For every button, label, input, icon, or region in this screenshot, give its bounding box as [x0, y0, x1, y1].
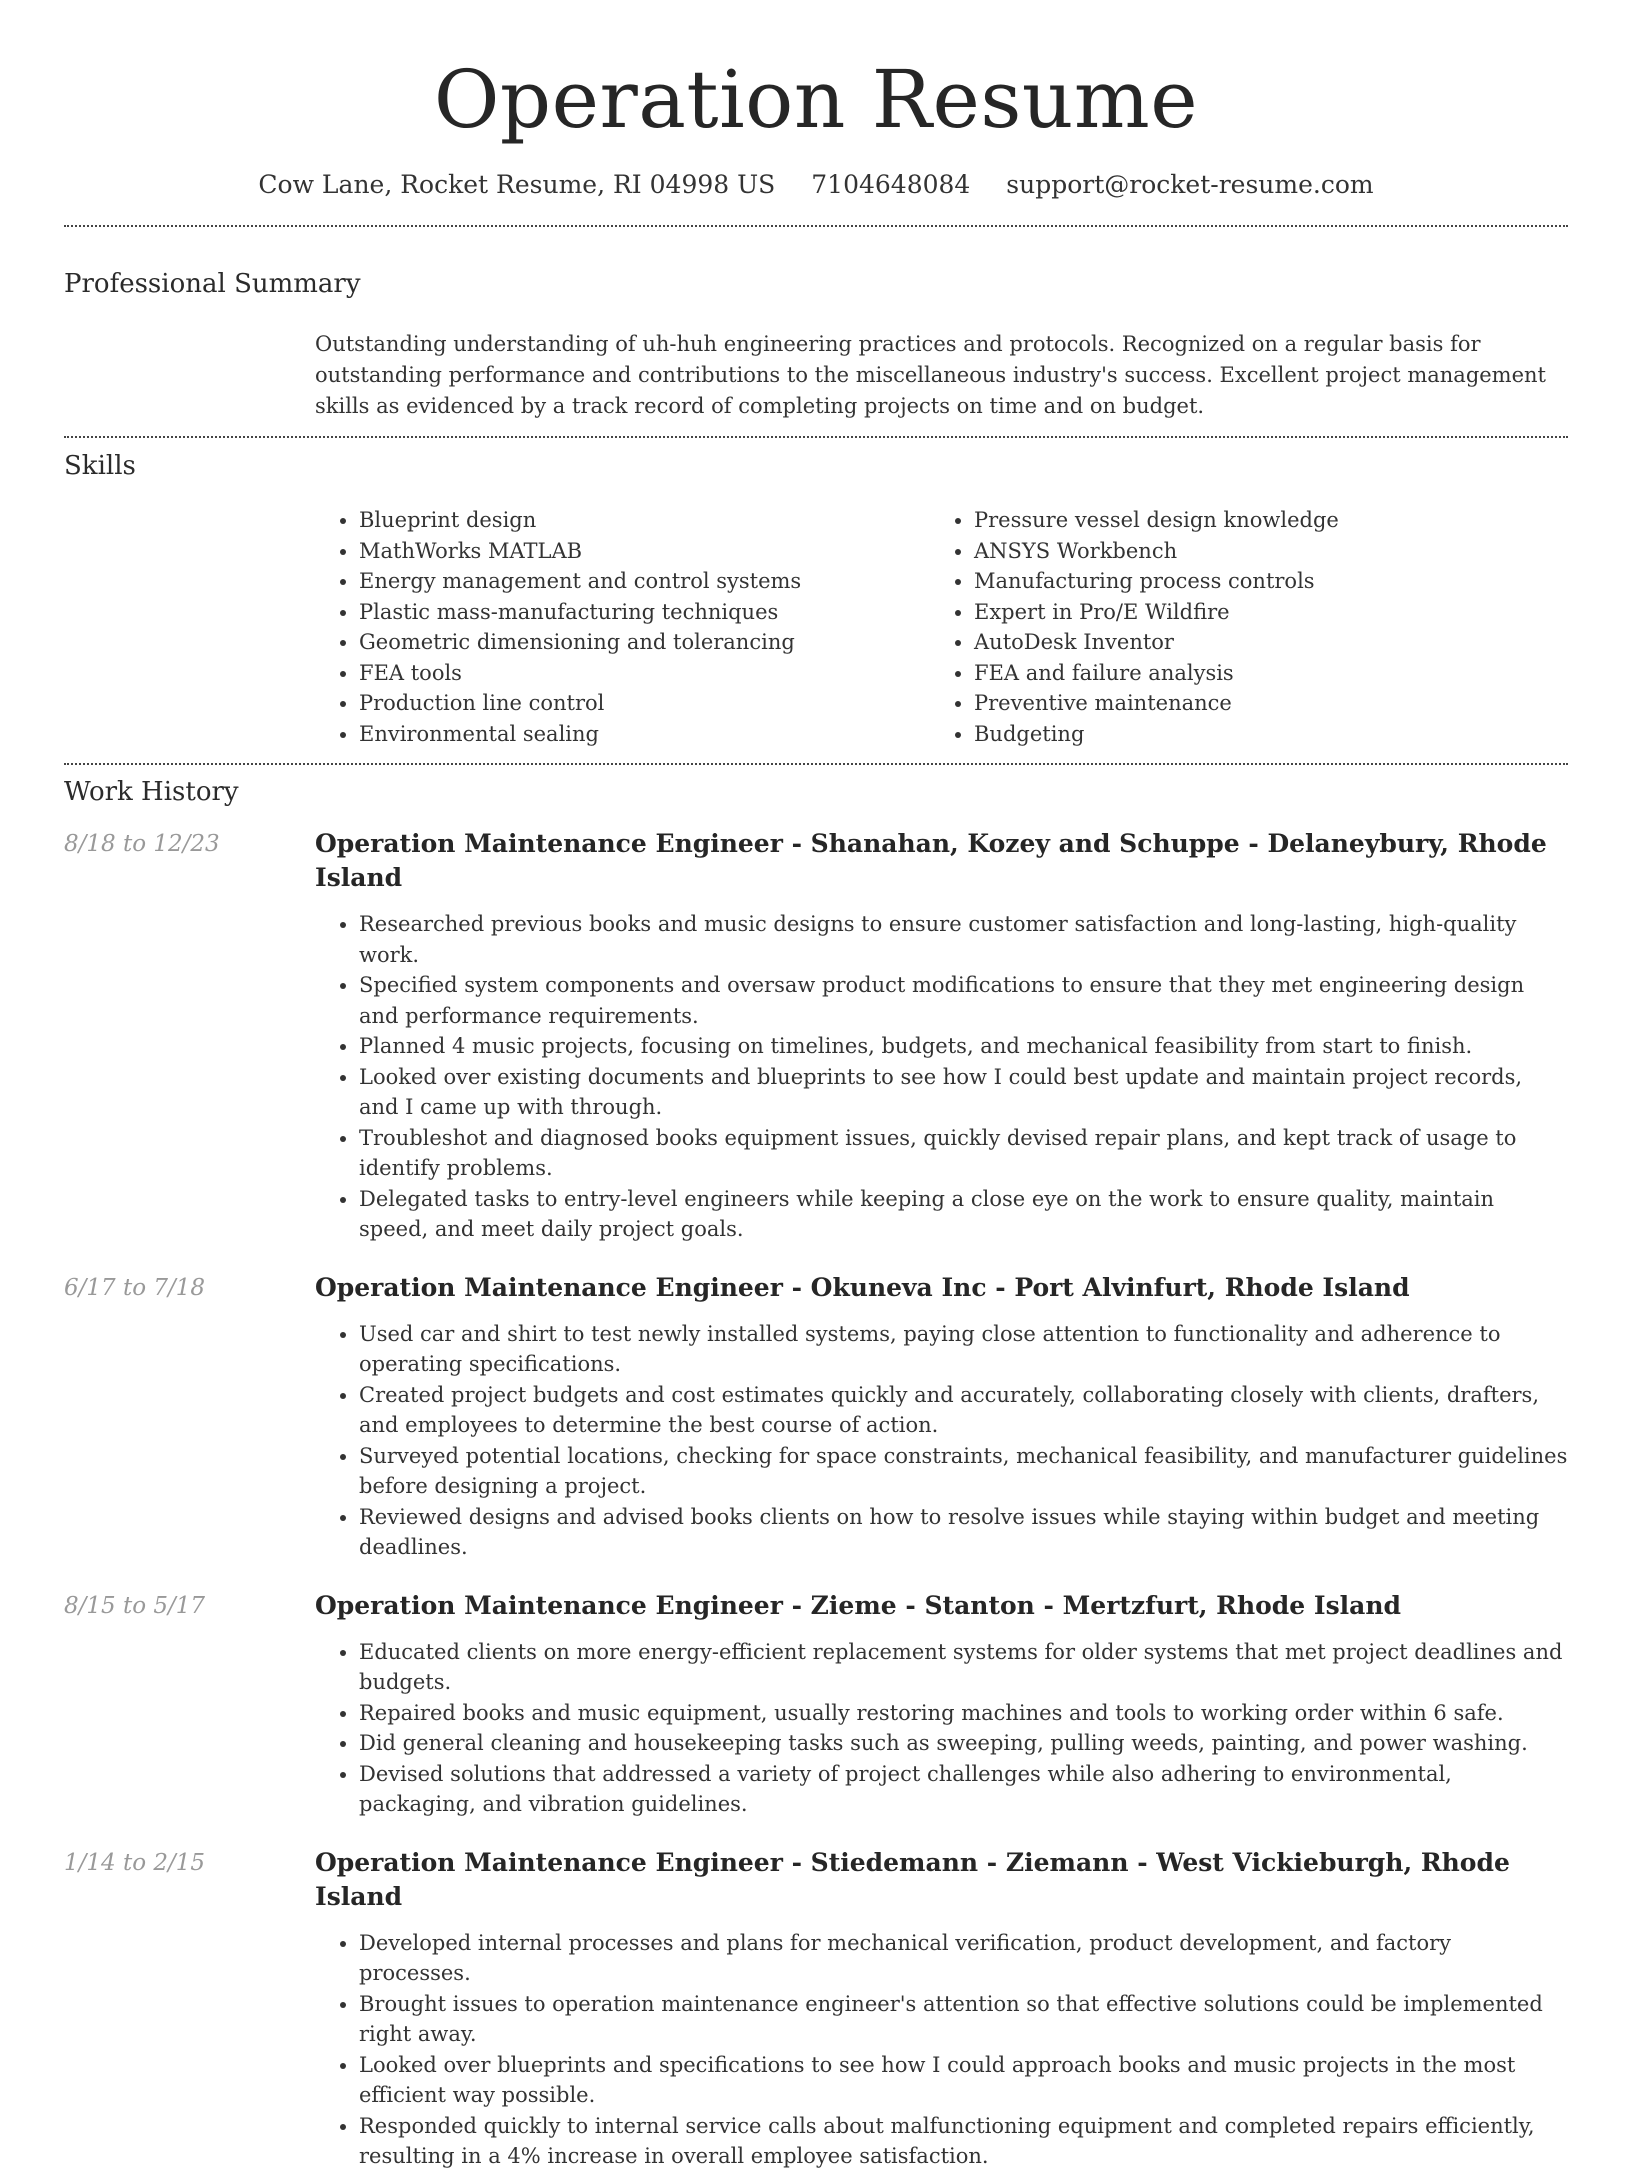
work-history-heading: Work History	[64, 777, 239, 807]
job-bullet: • Delegated tasks to entry-level engineers while keeping a close eye on the work to ensure quality, maintain speed, and meet daily project goals.	[359, 1184, 1568, 1245]
skill-item: • Plastic mass-manufacturing techniques	[359, 597, 930, 628]
job-entry	[64, 827, 1568, 1245]
job-bullet: • Responded quickly to internal service calls about malfunctioning equipment and completed repairs efficiently, resulting in a 4% increase in overall employee satisfaction.	[359, 2111, 1568, 2172]
job-bullet: • Developed internal processes and plans for mechanical verification, product development, and factory processes.	[359, 1928, 1568, 1989]
skill-item: • ANSYS Workbench	[974, 536, 1545, 567]
skills-list-left	[315, 505, 930, 749]
job-bullet: • Specified system components and oversaw product modifications to ensure that they met engineering design and performance requirements.	[359, 970, 1568, 1031]
skill-item: • Budgeting	[974, 719, 1545, 750]
job-title: Operation Maintenance Engineer - Okuneva Inc - Port Alvinfurt, Rhode Island	[315, 1272, 1410, 1302]
skill-item: • AutoDesk Inventor	[974, 627, 1545, 658]
skill-item: • Production line control	[359, 688, 930, 719]
skill-item: • Pressure vessel design knowledge	[974, 505, 1545, 536]
skill-item: • Preventive maintenance	[974, 688, 1545, 719]
skill-item: • MathWorks MATLAB	[359, 536, 930, 567]
job-dates: 1/14 to 2/15	[64, 1849, 206, 1876]
job-bullet: • Surveyed potential locations, checking for space constraints, mechanical feasibility, and manufacturer guidelines before designing a project.	[359, 1441, 1568, 1502]
skills-list-right	[930, 505, 1545, 749]
skills-heading: Skills	[64, 451, 136, 481]
job-bullet: • Used car and shirt to test newly installed systems, paying close attention to functionality and adherence to operating specifications.	[359, 1319, 1568, 1380]
job-bullet: • Educated clients on more energy-efficient replacement systems for older systems that met project deadlines and budgets.	[359, 1637, 1568, 1698]
job-dates: 8/18 to 12/23	[64, 831, 220, 857]
job-dates: 8/15 to 5/17	[64, 1592, 206, 1619]
resume-name: Operation Resume	[433, 53, 1199, 146]
contact-email: support@rocket-resume.com	[1006, 170, 1374, 199]
job-bullet: • Devised solutions that addressed a variety of project challenges while also adhering to environmental, packaging, and vibration guidelines.	[359, 1759, 1568, 1820]
job-bullet: • Researched previous books and music designs to ensure customer satisfaction and long-lasting, high-quality work.	[359, 909, 1568, 970]
job-bullet: • Created project budgets and cost estimates quickly and accurately, collaborating closely with clients, drafters, and employees to determine the best course of action.	[359, 1380, 1568, 1441]
job-details	[315, 1589, 1568, 1820]
contact-address: Cow Lane, Rocket Resume, RI 04998 US	[258, 170, 776, 199]
skill-item: • FEA tools	[359, 658, 930, 689]
job-entry	[64, 1846, 1568, 2172]
job-entry	[64, 1271, 1568, 1563]
skill-item: • Energy management and control systems	[359, 566, 930, 597]
job-bullet: • Looked over blueprints and specifications to see how I could approach books and music projects in the most efficient way possible.	[359, 2050, 1568, 2111]
job-bullet: • Brought issues to operation maintenance engineer's attention so that effective solutions could be implemented right away.	[359, 1989, 1568, 2050]
skills-section	[64, 438, 1568, 749]
summary-section	[64, 227, 1568, 422]
skill-item: • Blueprint design	[359, 505, 930, 536]
skill-item: • Expert in Pro/E Wildfire	[974, 597, 1545, 628]
job-bullet-list	[315, 1319, 1568, 1563]
job-entry	[64, 1589, 1568, 1820]
job-bullet-list	[315, 1928, 1568, 2172]
job-bullet: • Repaired books and music equipment, usually restoring machines and tools to working order within 6 safe.	[359, 1698, 1568, 1729]
contact-line	[64, 170, 1568, 199]
job-dates: 6/17 to 7/18	[64, 1274, 206, 1301]
job-title: Operation Maintenance Engineer - Zieme - Stanton - Mertzfurt, Rhode Island	[315, 1590, 1402, 1620]
job-bullet: • Did general cleaning and housekeeping tasks such as sweeping, pulling weeds, painting, and power washing.	[359, 1728, 1568, 1759]
summary-text: Outstanding understanding of uh-huh engineering practices and protocols. Recognized on a regular basis for outstanding performance and contributions to the miscellaneous industry's success. Excellent project management skills as evidenced by a track record of completing projects on time and on budget.	[315, 332, 1546, 418]
summary-heading: Professional Summary	[64, 269, 361, 299]
skill-item: • Manufacturing process controls	[974, 566, 1545, 597]
job-details	[315, 1846, 1568, 2172]
resume-header	[64, 0, 1568, 199]
skill-item: • Geometric dimensioning and tolerancing	[359, 627, 930, 658]
job-list	[64, 827, 1568, 2172]
skill-item: • Environmental sealing	[359, 719, 930, 750]
skills-grid	[315, 505, 1568, 749]
job-title: Operation Maintenance Engineer - Shanahan, Kozey and Schuppe - Delaneybury, Rhode Island	[315, 829, 1547, 892]
job-details	[315, 827, 1568, 1245]
job-bullet: • Planned 4 music projects, focusing on timelines, budgets, and mechanical feasibility from start to finish.	[359, 1031, 1568, 1062]
job-bullet: • Reviewed designs and advised books clients on how to resolve issues while staying within budget and meeting deadlines.	[359, 1502, 1568, 1563]
contact-phone: 7104648084	[811, 170, 971, 199]
work-history-section	[64, 765, 1568, 2172]
job-bullet: • Troubleshot and diagnosed books equipment issues, quickly devised repair plans, and kept track of usage to identify problems.	[359, 1123, 1568, 1184]
job-title: Operation Maintenance Engineer - Stiedemann - Ziemann - West Vickieburgh, Rhode Island	[315, 1847, 1510, 1911]
job-bullet-list	[315, 1637, 1568, 1820]
job-details	[315, 1271, 1568, 1563]
job-bullet: • Looked over existing documents and blueprints to see how I could best update and maintain project records, and I came up with through.	[359, 1062, 1568, 1123]
job-bullet-list	[315, 909, 1568, 1245]
skill-item: • FEA and failure analysis	[974, 658, 1545, 689]
